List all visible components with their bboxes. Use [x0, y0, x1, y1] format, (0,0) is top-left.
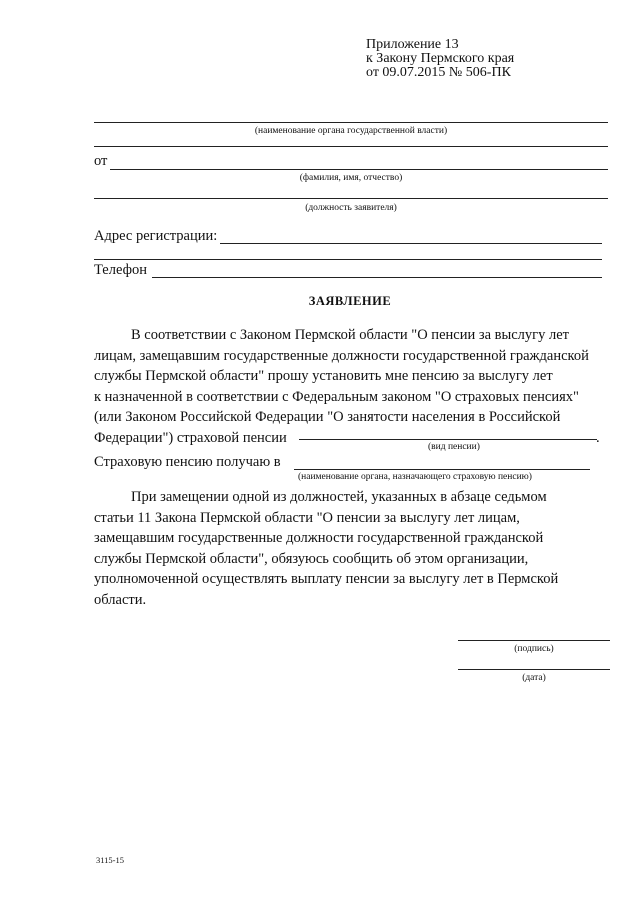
address-label: Адрес регистрации: [94, 228, 218, 244]
date-line [458, 669, 610, 670]
authority-line [94, 122, 608, 123]
appendix-line-3: от 09.07.2015 № 506-ПК [366, 65, 511, 80]
paragraph-1 [94, 325, 608, 448]
from-label: от [94, 153, 108, 169]
position-caption: (должность заявителя) [305, 203, 397, 213]
signature-line [458, 640, 610, 641]
p1-line-5: (или Законом Российской Федерации "О занятости населения в Российской [94, 409, 561, 425]
pension-type-line [299, 439, 597, 440]
date-caption: (дата) [522, 673, 546, 683]
appendix-line-2: к Закону Пермского края [366, 51, 515, 66]
p2-line-3: замещавшим государственные должности государственной гражданской [94, 530, 544, 546]
signature-caption: (подпись) [514, 644, 554, 654]
footer-code: 3115-15 [96, 855, 125, 865]
p1-line-6 [94, 428, 608, 449]
address-line-1 [220, 243, 602, 244]
p1-line-6-text: Федерации") страховой пенсии [94, 429, 287, 446]
authority-line-2 [94, 146, 608, 147]
position-line [94, 198, 608, 199]
p1-line-1: В соответствии с Законом Пермской области "О пенсии за выслугу лет [131, 327, 569, 343]
p2-line-1: При замещении одной из должностей, указанных в абзаце седьмом [131, 489, 547, 505]
p1-end-period: . [596, 429, 600, 446]
from-line [110, 169, 608, 170]
phone-line [152, 277, 602, 278]
p1-line-3: службы Пермской области" прошу установить мне пенсию за выслугу лет [94, 368, 553, 384]
p1-line-4: к назначенной в соответствии с Федеральным законом "О страховых пенсиях" [94, 388, 579, 405]
payer-caption: (наименование органа, назначающего страховую пенсию) [298, 472, 532, 482]
address-line-2 [94, 259, 602, 260]
pension-type-caption: (вид пенсии) [428, 442, 480, 452]
receive-label: Страховую пенсию получаю в [94, 454, 281, 470]
appendix-line-1: Приложение 13 [366, 37, 459, 52]
name-caption: (фамилия, имя, отчество) [299, 173, 403, 183]
p2-line-6: области. [94, 591, 147, 608]
authority-caption: (наименование органа государственной власти) [254, 126, 448, 136]
document-title: ЗАЯВЛЕНИЕ [308, 294, 392, 308]
paragraph-2 [94, 487, 608, 610]
p2-line-2: статьи 11 Закона Пермской области "О пенсии за выслугу лет лицам, [94, 509, 520, 526]
appendix-header [366, 38, 514, 80]
p1-line-2: лицам, замещавшим государственные должности государственной гражданской [94, 347, 589, 364]
phone-label: Телефон [94, 262, 147, 278]
p2-line-5: уполномоченной осуществлять выплату пенсии за выслугу лет в Пермской [94, 571, 559, 587]
p2-line-4: службы Пермской области", обязуюсь сообщить об этом организации, [94, 550, 529, 567]
receive-line [294, 469, 590, 470]
